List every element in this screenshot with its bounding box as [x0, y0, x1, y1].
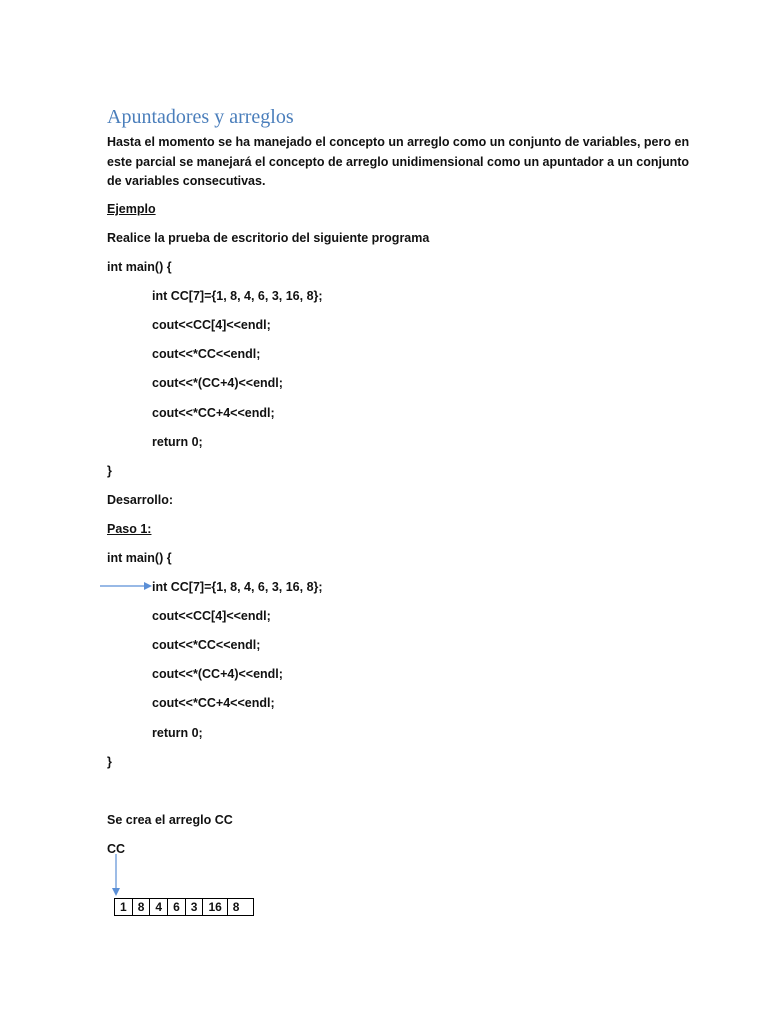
ejemplo-heading: Ejemplo [107, 202, 156, 216]
code1-line: return 0; [152, 435, 203, 449]
array-cc-table [114, 898, 254, 916]
section-title: Apuntadores y arreglos [107, 106, 294, 128]
array-cell: 8 [227, 899, 254, 916]
code2-close: } [107, 755, 112, 769]
code1-close: } [107, 464, 112, 478]
code2-line: cout<<*CC<<endl; [152, 638, 261, 652]
desarrollo-label: Desarrollo: [107, 493, 173, 507]
array-cell: 4 [150, 899, 168, 916]
pointer-arrow-icon [100, 580, 152, 592]
code1-line: cout<<CC[4]<<endl; [152, 318, 271, 332]
array-row [115, 899, 254, 916]
code1-line: cout<<*CC+4<<endl; [152, 406, 275, 420]
instruction-text: Realice la prueba de escritorio del siguiente programa [107, 231, 430, 245]
intro-paragraph [107, 133, 690, 192]
intro-line: Hasta el momento se ha manejado el concepto un arreglo como un conjunto de variables, pero en [107, 135, 690, 149]
se-crea-text: Se crea el arreglo CC [107, 813, 233, 827]
code1-line: cout<<*CC<<endl; [152, 347, 261, 361]
code1-line: int CC[7]={1, 8, 4, 6, 3, 16, 8}; [152, 289, 323, 303]
intro-line: de variables consecutivas. [107, 174, 266, 188]
code1-open: int main() { [107, 260, 172, 274]
code2-open: int main() { [107, 551, 172, 565]
code1-line: cout<<*(CC+4)<<endl; [152, 376, 283, 390]
array-cell: 6 [168, 899, 186, 916]
code2-line: cout<<*CC+4<<endl; [152, 696, 275, 710]
cc-label: CC [107, 842, 126, 856]
down-arrow-icon [110, 854, 122, 896]
code2-line: int CC[7]={1, 8, 4, 6, 3, 16, 8}; [152, 580, 323, 594]
code2-line: cout<<CC[4]<<endl; [152, 609, 271, 623]
intro-line: este parcial se manejará el concepto de arreglo unidimensional como un apuntador a un conjunto [107, 154, 690, 169]
array-cell: 16 [203, 899, 227, 916]
array-cell: 3 [185, 899, 203, 916]
code2-line: cout<<*(CC+4)<<endl; [152, 667, 283, 681]
paso1-heading: Paso 1: [107, 522, 152, 536]
array-cell: 8 [132, 899, 150, 916]
code2-line: return 0; [152, 726, 203, 740]
array-cell: 1 [115, 899, 133, 916]
